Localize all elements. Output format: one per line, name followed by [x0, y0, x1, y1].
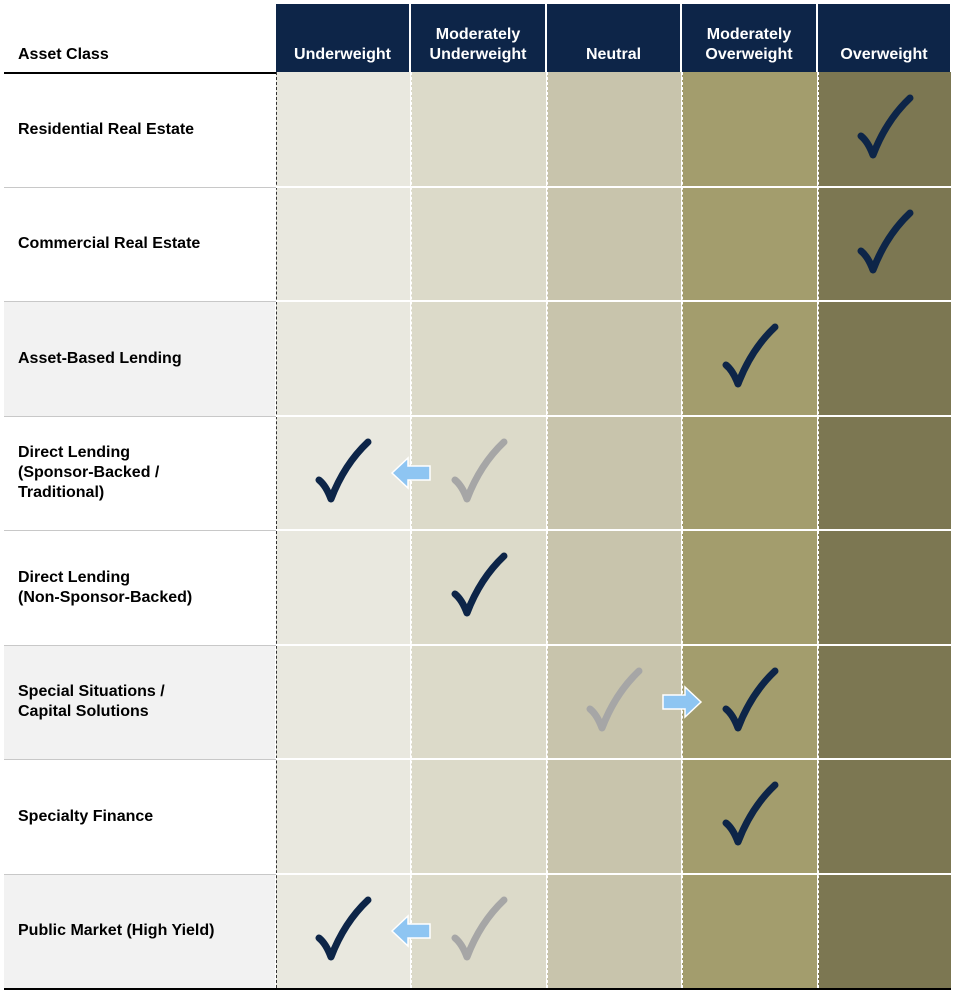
arrow-icon [390, 456, 432, 490]
row-label-line: (Sponsor-Backed / [18, 464, 160, 482]
row-divider-cells [276, 873, 951, 875]
previous-checkmark-icon [586, 667, 646, 737]
current-checkmark-icon [722, 323, 782, 393]
column-header-2: Moderately Underweight [411, 4, 545, 72]
row-label-line: Asset-Based Lending [18, 349, 182, 367]
row-divider [4, 416, 276, 417]
row-divider [4, 874, 276, 875]
row-label [4, 188, 275, 302]
asset-class-header: Asset Class [18, 46, 109, 63]
row-label-line: (Non-Sponsor-Backed) [18, 588, 193, 606]
row-label [4, 302, 275, 416]
row-label [4, 73, 275, 187]
column-header-3: Neutral [547, 4, 680, 72]
previous-checkmark-icon [451, 438, 511, 508]
current-checkmark-icon [722, 667, 782, 737]
current-checkmark-icon [451, 552, 511, 622]
row-label [4, 417, 275, 531]
row-divider [4, 759, 276, 760]
current-checkmark-icon [857, 209, 917, 279]
row-label [4, 646, 275, 760]
row-label [4, 531, 275, 645]
row-label-line: Public Market (High Yield) [18, 922, 215, 940]
current-checkmark-icon [315, 438, 375, 508]
current-checkmark-icon [857, 94, 917, 164]
row-label-line: Direct Lending [18, 444, 131, 462]
column-header-1: Underweight [276, 4, 409, 72]
row-divider-cells [276, 300, 951, 302]
row-divider [4, 645, 276, 646]
current-checkmark-icon [315, 896, 375, 966]
column-header-4: Moderately Overweight [682, 4, 816, 72]
column-header-5: Overweight [818, 4, 950, 72]
current-checkmark-icon [722, 781, 782, 851]
row-label [4, 760, 275, 874]
row-divider-cells [276, 529, 951, 531]
table-bottom-border [4, 988, 951, 990]
arrow-icon [390, 914, 432, 948]
row-divider-cells [276, 415, 951, 417]
row-label-line: Traditional) [18, 484, 105, 502]
row-label-line: Residential Real Estate [18, 120, 195, 138]
row-divider [4, 301, 276, 302]
row-label [4, 875, 275, 989]
row-divider-cells [276, 644, 951, 646]
row-divider-cells [276, 758, 951, 760]
row-label-line: Capital Solutions [18, 703, 149, 721]
row-divider [4, 530, 276, 531]
row-divider [4, 187, 276, 188]
row-label-line: Commercial Real Estate [18, 235, 201, 253]
row-divider-cells [276, 186, 951, 188]
previous-checkmark-icon [451, 896, 511, 966]
row-label-line: Direct Lending [18, 568, 131, 586]
row-label-line: Special Situations / [18, 683, 165, 701]
arrow-icon [661, 685, 703, 719]
row-label-line: Specialty Finance [18, 807, 154, 825]
